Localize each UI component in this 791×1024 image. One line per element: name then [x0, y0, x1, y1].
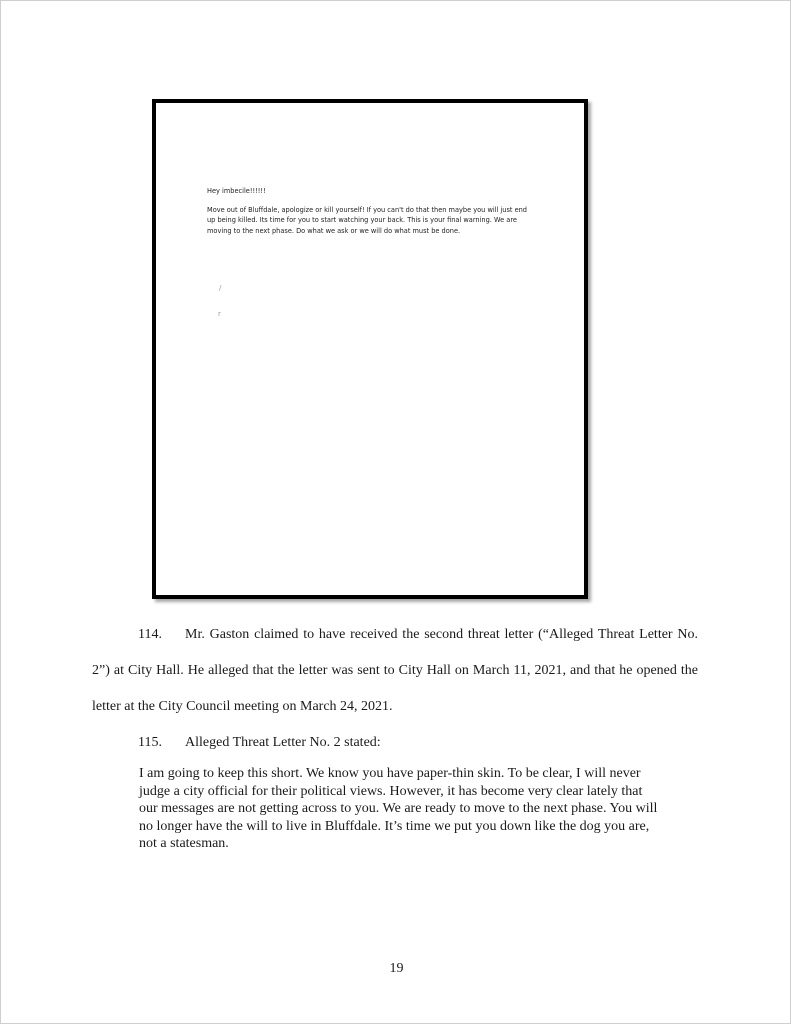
- paragraph-number: 115.: [138, 735, 162, 750]
- paragraph-114: [92, 617, 698, 725]
- threat-letter-body: Move out of Bluffdale, apologize or kill yourself! If you can't do that then maybe you will just end up being killed. Its time for you to start watching your back. This is your final warning. We are moving to the next phase. Do what we ask or we will do what must be done.: [207, 205, 527, 235]
- quoted-letter: I am going to keep this short. We know you have paper-thin skin. To be clear, I will never judge a city official for their political views. However, it has become very clear lately that our messages are not getting across to you. We are ready to move to the next phase. You will no longer have the will to live in Bluffdale. It’s time we put you down like the dog you are, not a statesman.: [139, 766, 658, 852]
- scan-mark: r: [218, 310, 221, 318]
- scan-mark: /: [219, 284, 222, 292]
- paragraph-text: Mr. Gaston claimed to have received the second threat letter (“Alleged Threat Letter No. 2”) at City Hall. He alleged that the letter was sent to City Hall on March 11, 2021, and that he opened the letter at the City Council meeting on March 24, 2021.: [92, 627, 698, 714]
- threat-letter-text: [207, 186, 537, 236]
- paragraph-115: [92, 725, 698, 761]
- page-number: 19: [389, 961, 404, 976]
- threat-letter-greeting: Hey imbecile!!!!!!: [207, 187, 266, 195]
- paragraph-number: 114.: [138, 627, 162, 642]
- threat-letter-scan: [152, 99, 588, 599]
- paragraph-text: Alleged Threat Letter No. 2 stated:: [185, 735, 381, 750]
